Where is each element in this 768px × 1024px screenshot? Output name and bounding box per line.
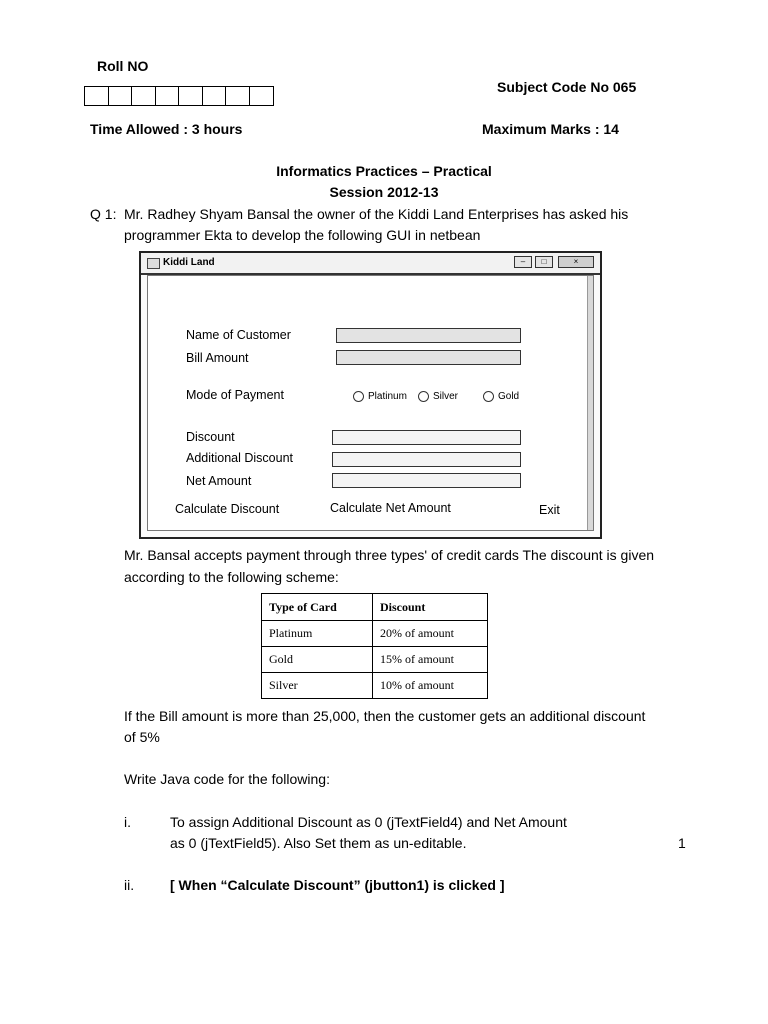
- bill-amount-label: Bill Amount: [186, 351, 249, 365]
- net-amount-label: Net Amount: [186, 474, 252, 488]
- discount-field[interactable]: [332, 430, 521, 445]
- roll-number-box[interactable]: [85, 87, 109, 105]
- kiddi-land-window: [139, 251, 602, 539]
- table-header-cell: Discount: [373, 594, 488, 621]
- table-cell: 15% of amount: [373, 647, 488, 673]
- mode-of-payment-label: Mode of Payment: [186, 388, 284, 402]
- table-header-cell: Type of Card: [262, 594, 373, 621]
- table-cell: 10% of amount: [373, 673, 488, 699]
- radio-circle-icon: [483, 391, 494, 402]
- question-intro-line1: Mr. Radhey Shyam Bansal the owner of the Kiddi Land Enterprises has asked his: [124, 206, 629, 222]
- table-cell: 20% of amount: [373, 621, 488, 647]
- discount-label: Discount: [186, 430, 235, 444]
- item1-line1: To assign Additional Discount as 0 (jTextField4) and Net Amount: [170, 814, 567, 830]
- item2-text: [ When “Calculate Discount” (jbutton1) is clicked ]: [170, 877, 505, 893]
- radio-circle-icon: [353, 391, 364, 402]
- question-number: Q 1:: [90, 206, 117, 222]
- net-amount-field[interactable]: [332, 473, 521, 488]
- paper-title: Informatics Practices – Practical: [276, 163, 492, 179]
- table-row: [262, 621, 488, 647]
- item-number-ii: ii.: [124, 877, 135, 893]
- gold-radio[interactable]: Gold: [483, 391, 519, 402]
- silver-radio[interactable]: Silver: [418, 391, 458, 402]
- roll-number-box[interactable]: [109, 87, 133, 105]
- window-scrollbar[interactable]: [587, 276, 593, 530]
- app-icon: [147, 258, 160, 269]
- time-allowed: Time Allowed : 3 hours: [90, 121, 243, 137]
- table-row: [262, 647, 488, 673]
- scheme-line1: Mr. Bansal accepts payment through three types' of credit cards The discount is given: [124, 547, 655, 563]
- item-number-i: i.: [124, 814, 131, 830]
- calculate-net-amount-button[interactable]: Calculate Net Amount: [330, 501, 451, 515]
- table-cell: Platinum: [262, 621, 373, 647]
- customer-name-field[interactable]: [336, 328, 521, 343]
- rule-line1: If the Bill amount is more than 25,000, then the customer gets an additional discount: [124, 708, 646, 724]
- minimize-icon[interactable]: –: [514, 256, 532, 268]
- session-title: Session 2012-13: [329, 184, 439, 200]
- exit-button[interactable]: Exit: [539, 503, 560, 517]
- roll-no-label: Roll NO: [97, 58, 149, 74]
- table-row: [262, 673, 488, 699]
- discount-table: [261, 593, 488, 699]
- item1-line2: as 0 (jTextField5). Also Set them as un-editable.: [170, 835, 467, 851]
- window-content: [147, 275, 594, 531]
- maximum-marks: Maximum Marks : 14: [482, 121, 619, 137]
- roll-number-box[interactable]: [226, 87, 250, 105]
- window-titlebar: [141, 253, 600, 275]
- scheme-line2: according to the following scheme:: [124, 569, 339, 585]
- table-header-row: [262, 594, 488, 621]
- close-icon[interactable]: ×: [558, 256, 594, 268]
- roll-number-box[interactable]: [132, 87, 156, 105]
- platinum-radio[interactable]: Platinum: [353, 391, 407, 402]
- roll-number-box[interactable]: [179, 87, 203, 105]
- rule-line2: of 5%: [124, 729, 160, 745]
- bill-amount-field[interactable]: [336, 350, 521, 365]
- item1-marks: 1: [678, 835, 686, 851]
- calculate-discount-button[interactable]: Calculate Discount: [175, 502, 280, 516]
- name-of-customer-label: Name of Customer: [186, 328, 291, 342]
- table-cell: Gold: [262, 647, 373, 673]
- roll-number-box[interactable]: [203, 87, 227, 105]
- additional-discount-field[interactable]: [332, 452, 521, 467]
- subject-code: Subject Code No 065: [497, 79, 637, 95]
- maximize-icon[interactable]: □: [535, 256, 553, 268]
- radio-circle-icon: [418, 391, 429, 402]
- write-java-instruction: Write Java code for the following:: [124, 771, 330, 787]
- table-cell: Silver: [262, 673, 373, 699]
- window-title: Kiddi Land: [163, 257, 215, 268]
- roll-number-box[interactable]: [156, 87, 180, 105]
- roll-number-boxes: [84, 86, 274, 106]
- roll-number-box[interactable]: [250, 87, 274, 105]
- additional-discount-label: Additional Discount: [186, 451, 294, 465]
- question-intro-line2: programmer Ekta to develop the following GUI in netbean: [124, 227, 481, 243]
